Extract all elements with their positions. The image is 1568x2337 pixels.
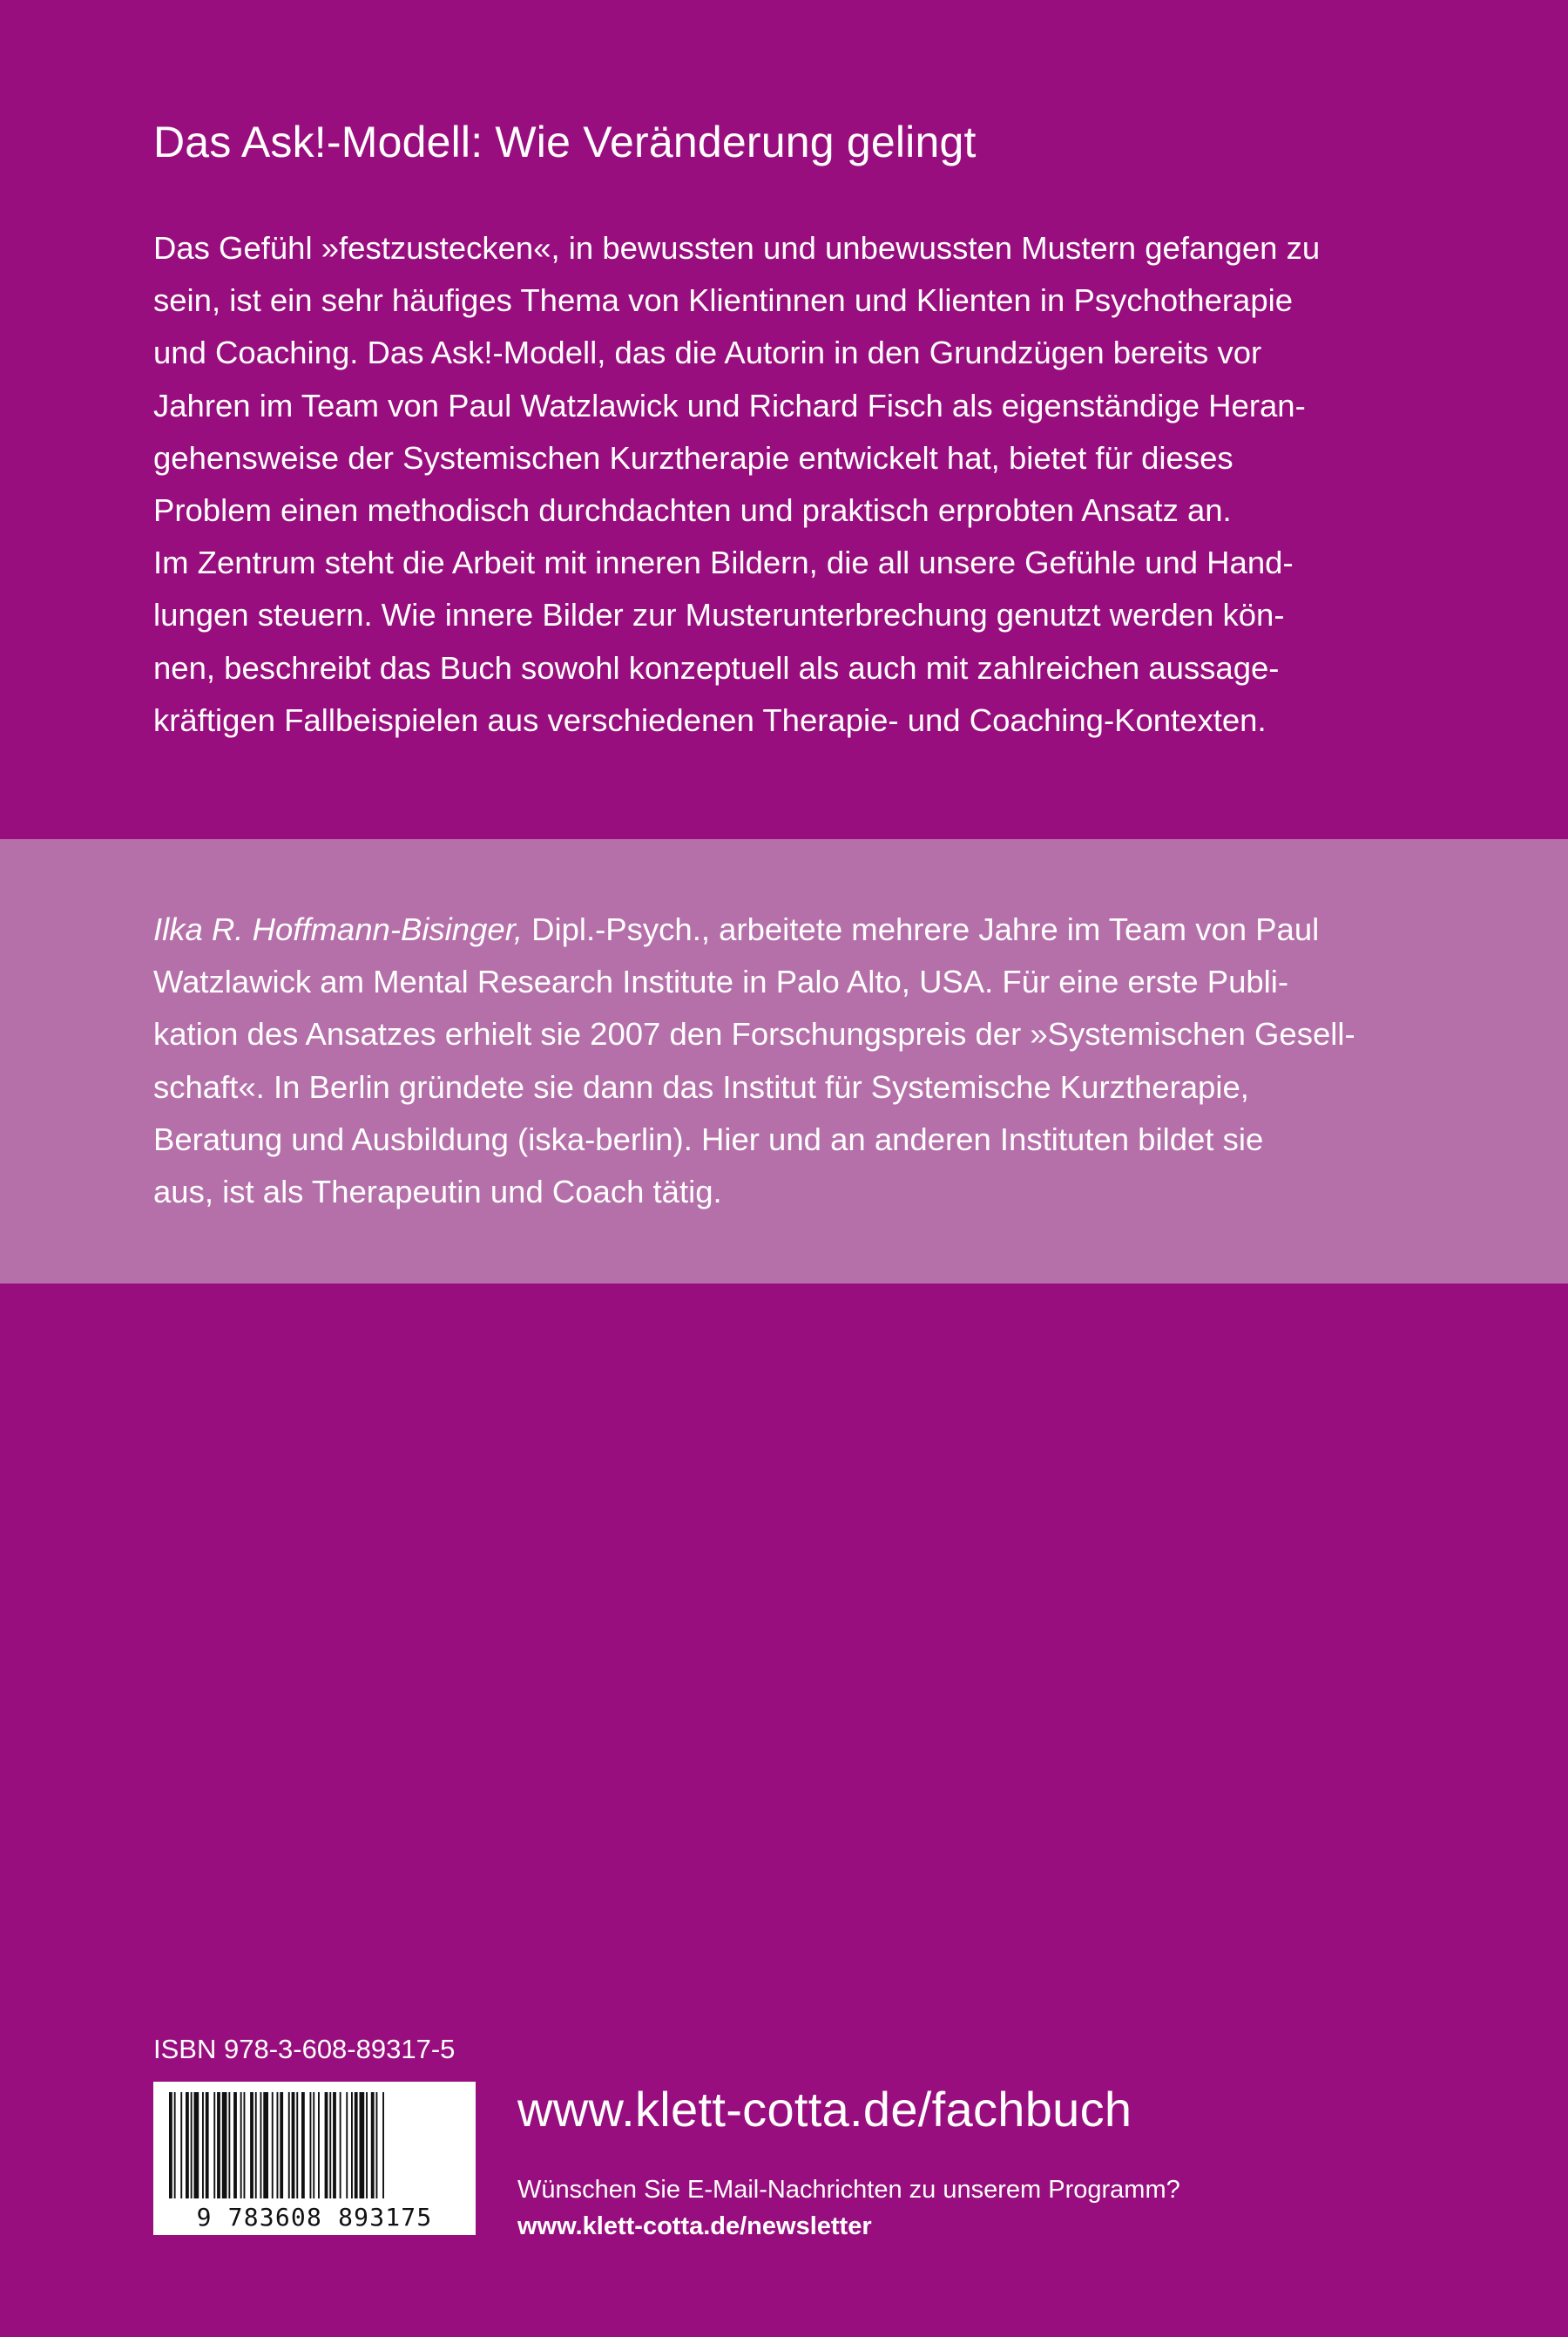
barcode-bar <box>371 2092 375 2198</box>
barcode-bar <box>329 2092 331 2198</box>
barcode-bar <box>340 2092 341 2198</box>
barcode-bar <box>228 2092 230 2198</box>
description-line: nen, beschreibt das Buch sowohl konzeptuell als auch mit zahlreichen aussage- <box>153 649 1280 686</box>
barcode-bar <box>255 2092 257 2198</box>
barcode-bar <box>382 2092 384 2198</box>
barcode-bar <box>206 2092 209 2198</box>
barcode-bar <box>351 2092 353 2198</box>
bio-line: kation des Ansatzes erhielt sie 2007 den Forschungspreis der »Systemischen Gesell- <box>153 1016 1355 1053</box>
description-line: lungen steuern. Wie innere Bilder zur Musterunterbrechung genutzt werden kön- <box>153 597 1285 633</box>
barcode-bar <box>313 2092 314 2198</box>
barcode-bar <box>333 2092 336 2198</box>
barcode-bar <box>233 2092 237 2198</box>
barcode-bar <box>296 2092 298 2198</box>
bio-line: aus, ist als Therapeutin und Coach tätig. <box>153 1173 722 1209</box>
description-line: Das Gefühl »festzustecken«, in bewussten und unbewussten Mustern gefangen zu <box>153 230 1321 266</box>
barcode-bar <box>260 2092 262 2198</box>
barcode-bar <box>240 2092 242 2198</box>
barcode-bar <box>288 2092 290 2198</box>
description-line: gehensweise der Systemischen Kurztherapie entwickelt hat, bietet für dieses <box>153 439 1233 476</box>
barcode-bar <box>355 2092 358 2198</box>
author-bio <box>153 904 1460 1218</box>
barcode-digits: 9 783608 893175 <box>153 2204 476 2232</box>
barcode-bar <box>346 2092 348 2198</box>
barcode-bar <box>244 2092 246 2198</box>
description-line: Jahren im Team von Paul Watzlawick und Richard Fisch als eigenständige Heran- <box>153 387 1306 423</box>
barcode-bar <box>318 2092 320 2198</box>
barcode-bar <box>194 2092 199 2198</box>
description-line: Im Zentrum steht die Arbeit mit inneren Bildern, die all unsere Gefühle und Hand- <box>153 545 1294 581</box>
barcode-bar <box>174 2092 176 2198</box>
book-back-title: Das Ask!-Modell: Wie Veränderung gelingt <box>153 118 977 166</box>
barcode-bar <box>186 2092 189 2198</box>
barcode-bar <box>180 2092 182 2198</box>
barcode-bar <box>213 2092 215 2198</box>
barcode-bar <box>280 2092 283 2198</box>
author-name: Ilka R. Hoffmann-Bisinger, <box>153 911 523 947</box>
barcode-bar <box>222 2092 227 2198</box>
description-line: kräftigen Fallbeispielen aus verschiedenen Therapie- und Coaching-Kontexten. <box>153 701 1267 738</box>
bio-line-rest: Dipl.-Psych., arbeitete mehrere Jahre im Team von Paul <box>522 911 1320 947</box>
barcode-bar <box>217 2092 220 2198</box>
description-line: und Coaching. Das Ask!-Modell, das die Autorin in den Grundzügen bereits vor <box>153 335 1262 371</box>
barcode-bar <box>366 2092 368 2198</box>
bio-line <box>153 904 1460 956</box>
barcode-bar <box>310 2092 312 2198</box>
barcode-bar <box>301 2092 305 2198</box>
bio-line: schaft«. In Berlin gründete sie dann das Institut für Systemische Kurztherapie, <box>153 1068 1249 1105</box>
barcode-bar <box>191 2092 193 2198</box>
barcode-bar <box>263 2092 268 2198</box>
barcode-bar <box>202 2092 204 2198</box>
isbn-text: ISBN 978-3-608-89317-5 <box>153 2034 456 2064</box>
newsletter-question: Wünschen Sie E-Mail-Nachrichten zu unserem Programm? <box>517 2176 1180 2204</box>
book-description <box>153 222 1460 747</box>
bio-line: Watzlawick am Mental Research Institute in Palo Alto, USA. Für eine erste Publi- <box>153 964 1289 1000</box>
barcode-bar <box>292 2092 295 2198</box>
barcode-bar <box>272 2092 274 2198</box>
barcode <box>153 2082 476 2235</box>
barcode-bar <box>277 2092 279 2198</box>
newsletter-link[interactable]: www.klett-cotta.de/newsletter <box>517 2212 872 2240</box>
description-line: sein, ist ein sehr häufiges Thema von Klientinnen und Klienten in Psychotherapie <box>153 282 1294 319</box>
barcode-bar <box>169 2092 172 2198</box>
barcode-bar <box>325 2092 328 2198</box>
bio-line: Beratung und Ausbildung (iska-berlin). Hier und an anderen Instituten bildet sie <box>153 1121 1264 1157</box>
description-line: Problem einen methodisch durchdachten und praktisch erprobten Ansatz an. <box>153 491 1232 528</box>
barcode-bar <box>376 2092 378 2198</box>
barcode-bar <box>360 2092 365 2198</box>
publisher-website-link[interactable]: www.klett-cotta.de/fachbuch <box>517 2082 1132 2137</box>
barcode-bar <box>250 2092 253 2198</box>
